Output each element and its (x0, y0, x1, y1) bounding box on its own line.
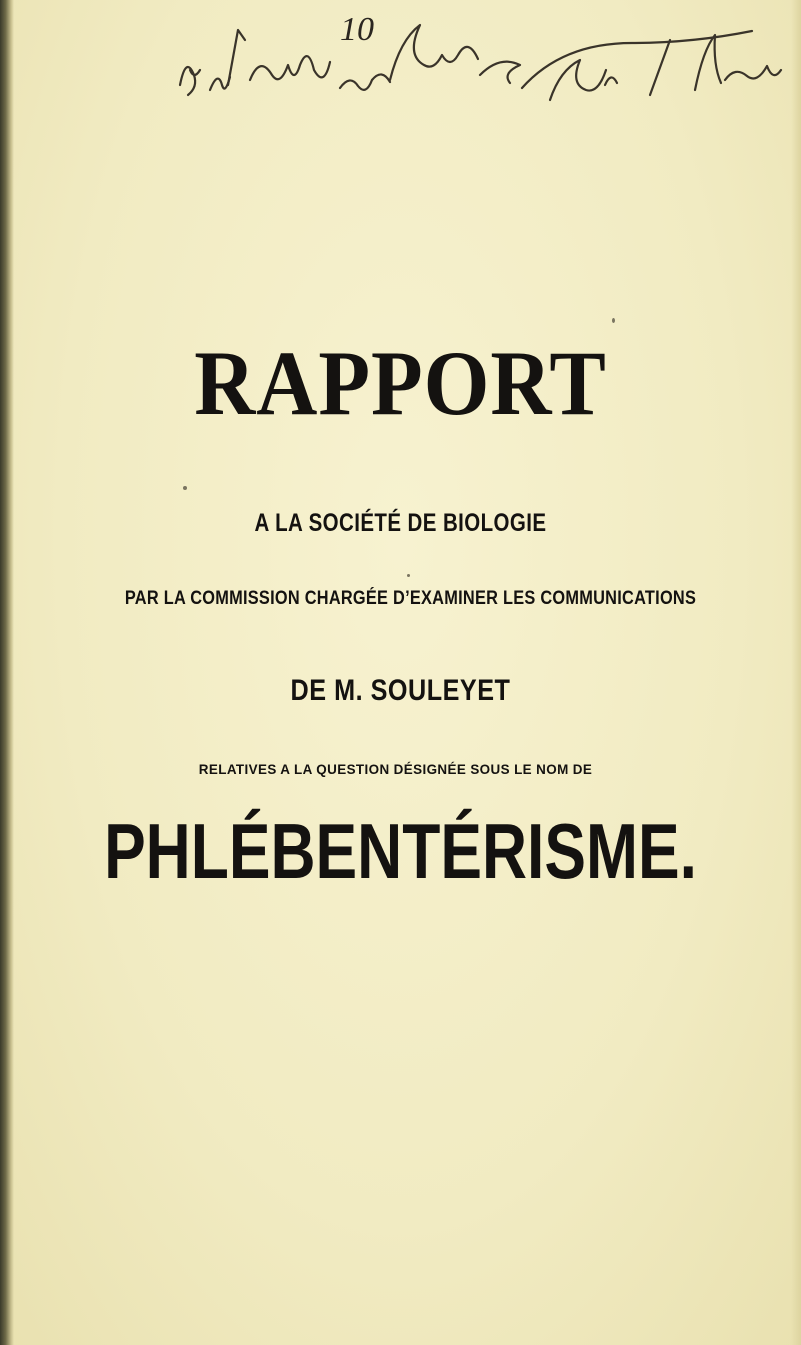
subtitle-society: A LA SOCIÉTÉ DE BIOLOGIE (254, 509, 547, 537)
commission-line: PAR LA COMMISSION CHARGÉE D’EXAMINER LES COMMUNICATIONS (124, 588, 697, 609)
binding-edge (0, 0, 14, 1345)
document-title: RAPPORT (194, 332, 607, 434)
handwritten-inscription (150, 0, 801, 140)
handwritten-number: 10 (340, 11, 374, 48)
paper-speck (407, 574, 410, 577)
paper-speck (612, 318, 615, 323)
author-line: DE M. SOULEYET (290, 674, 511, 707)
relatives-line: RELATIVES A LA QUESTION DÉSIGNÉE SOUS LE NOM DE (198, 761, 593, 777)
main-term: PHLÉBENTÉRISME. (104, 807, 697, 895)
page-right-edge (791, 0, 801, 1345)
paper-speck (183, 486, 187, 490)
